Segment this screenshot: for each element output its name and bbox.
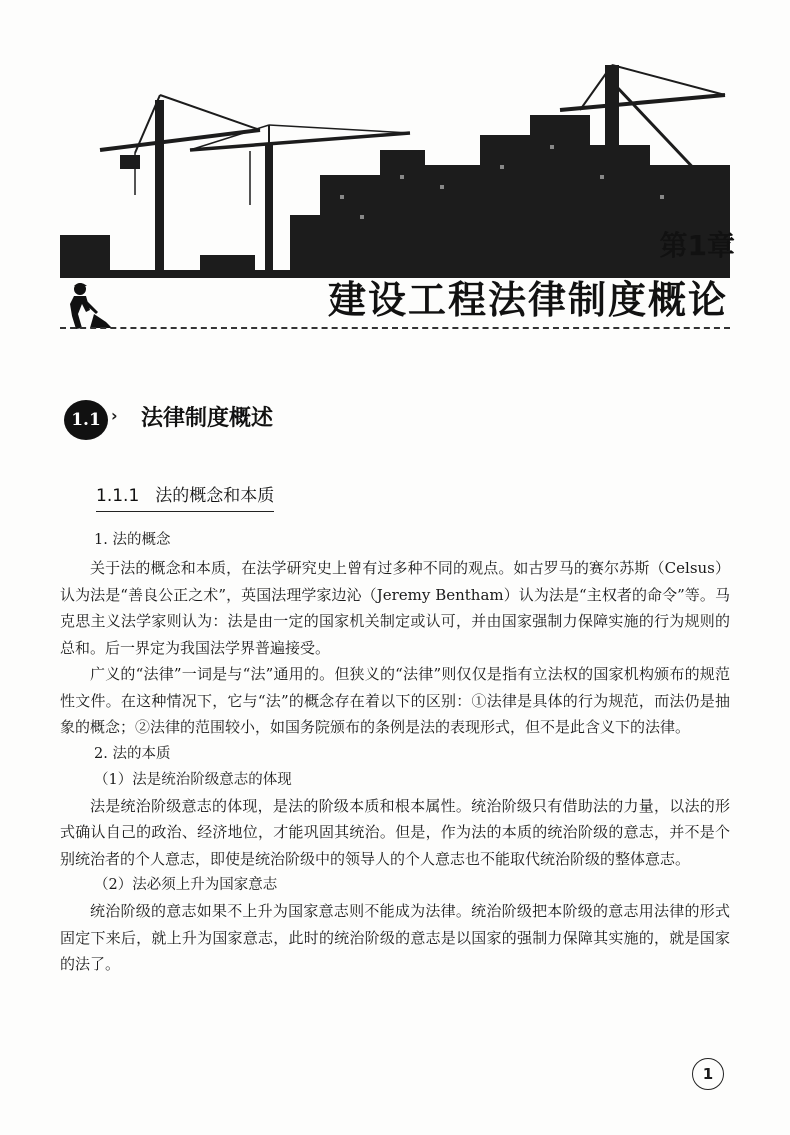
subsection-heading (96, 484, 274, 512)
paragraph: 广义的“法律”一词是与“法”通用的。但狭义的“法律”则仅仅是指有立法权的国家机构颁布的规范性文件。在这种情况下，它与“法”的概念存在着以下的区别：①法律是具体的行为规范，而法仍是抽象的概念；②法律的范围较小，如国务院颁布的条例是法的表现形式，但不是此含义下的法律。 (60, 665, 730, 736)
chapter-label: 第1章 (659, 229, 735, 262)
section-title: 法律制度概述 (141, 406, 274, 431)
heading-essence-1: （1）法是统治阶级意志的体现 (94, 771, 292, 788)
construction-worker-icon (60, 282, 115, 330)
section-arrow-icon: › (111, 406, 118, 425)
heading-essence-2: （2）法必须上升为国家意志 (94, 877, 278, 893)
body-text (60, 527, 730, 978)
heading-essence: 2. 法的本质 (94, 745, 171, 762)
page-number: 1 (692, 1058, 724, 1090)
subsection-number: 1.1.1 (96, 486, 140, 506)
chapter-title: 建设工程法律制度概论 (327, 278, 728, 322)
subsection-title: 法的概念和本质 (155, 486, 275, 506)
header-divider (60, 327, 730, 329)
paragraph: 关于法的概念和本质，在法学研究史上曾有过多种不同的观点。如古罗马的赛尔苏斯（Celsus）认为法是“善良公正之术”，英国法理学家边沁（Jeremy Bentham）认为法是“主权者的命令”等。马克思主义法学家则认为：法是由一定的国家机关制定或认可，并由国家强制力保障实施的行为规则的总和。后一界定为我国法学界普遍接受。 (60, 559, 730, 657)
paragraph: 统治阶级的意志如果不上升为国家意志则不能成为法律。统治阶级把本阶级的意志用法律的形式固定下来后，就上升为国家意志，此时的统治阶级的意志是以国家的强制力保障其实施的，就是国家的法了。 (60, 902, 730, 973)
paragraph: 法是统治阶级意志的体现，是法的阶级本质和根本属性。统治阶级只有借助法的力量，以法的形式确认自己的政治、经济地位，才能巩固其统治。但是，作为法的本质的统治阶级的意志，并不是个别统治者的个人意志，即使是统治阶级中的领导人的个人意志也不能取代统治阶级的整体意志。 (60, 796, 730, 868)
tower-crane-left-icon (100, 95, 260, 275)
section-number-badge: 1.1 (64, 400, 108, 440)
heading-concept: 1. 法的概念 (94, 532, 171, 548)
